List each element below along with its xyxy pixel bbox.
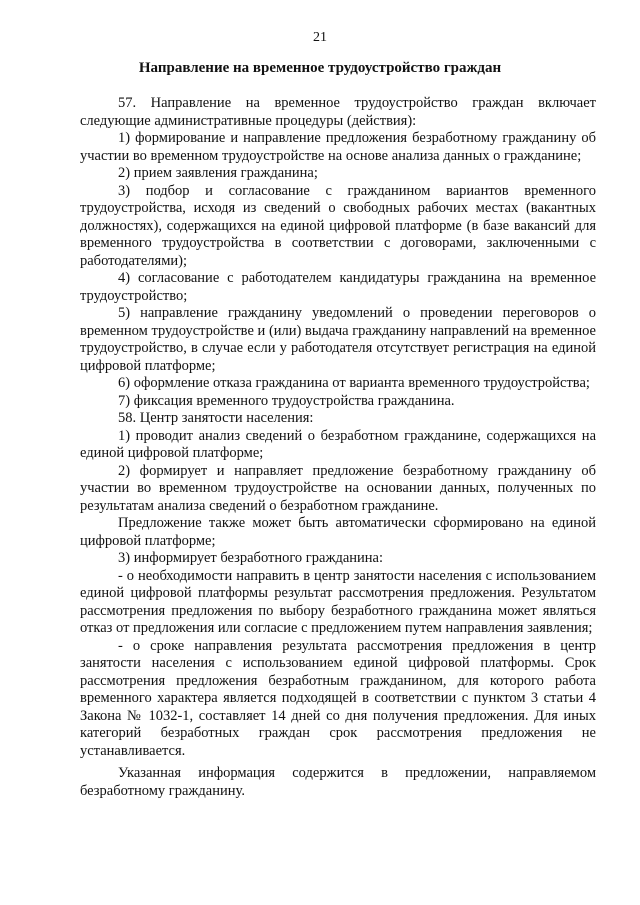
page-number: 21 — [313, 30, 327, 45]
section-title: Направление на временное трудоустройство граждан — [138, 60, 502, 76]
paragraph-58-item-1: 1) проводит анализ сведений о безработном гражданине, содержащихся на единой цифровой платформе; — [80, 427, 596, 461]
paragraph-57-item-1: 1) формирование и направление предложения безработному гражданину об участии во временном трудоустройстве на основе анализа данных о гражданине; — [80, 130, 596, 164]
paragraph-closing-note: Указанная информация содержится в предложении, направляемом безработному гражданину. — [80, 765, 596, 799]
paragraph-57: 57. Направление на временное трудоустройство граждан включает следующие административные процедуры (действия): — [80, 95, 596, 129]
paragraph-58-item-3: 3) информирует безработного гражданина: — [118, 550, 384, 566]
paragraph-57-item-2: 2) прием заявления гражданина; — [118, 165, 318, 181]
paragraph-58-item-2: 2) формирует и направляет предложение безработному гражданину об участии во временном трудоустройстве на основании данных, полученных по результатам анализа сведений о безработном гражданине. — [80, 462, 596, 514]
paragraph-57-item-6: 6) оформление отказа гражданина от варианта временного трудоустройства; — [118, 375, 590, 391]
paragraph-58-item-2-note: Предложение также может быть автоматически сформировано на единой цифровой платформе; — [80, 515, 596, 549]
paragraph-57-item-5: 5) направление гражданину уведомлений о проведении переговоров о временном трудоустройстве и (или) выдача гражданину направлений на временное трудоустройство, в случае если у работодателя отсутствует регистрация на единой цифровой платформе; — [80, 305, 596, 374]
paragraph-58: 58. Центр занятости населения: — [118, 410, 314, 426]
paragraph-57-item-3: 3) подбор и согласование с гражданином вариантов временного трудоустройства, исходя из сведений о свободных рабочих местах (вакантных должностях), содержащихся на единой цифровой платформе (в базе вакансий для временного трудоустройства в соответствии с договорами, заключенными с работодателями); — [80, 182, 596, 269]
document-body — [80, 95, 596, 800]
paragraph-58-item-3-bullet-1: - о необходимости направить в центр занятости населения с использованием единой цифровой платформы результат рассмотрения предложения. Результатом рассмотрения предложения по выбору безработного гражданина может являться отказ от предложения или согласие с предложением путем направления заявления; — [80, 567, 596, 636]
paragraph-57-item-4: 4) согласование с работодателем кандидатуры гражданина на временное трудоустройство; — [80, 270, 596, 304]
paragraph-57-item-7: 7) фиксация временного трудоустройства гражданина. — [118, 392, 455, 409]
paragraph-58-item-3-bullet-2: - о сроке направления результата рассмотрения предложения в центр занятости населения с использованием единой цифровой платформы. Срок рассмотрения предложения безработным гражданином, для которого работа временного характера является подходящей в соответствии с пунктом 3 статьи 4 Закона № 1032-1, составляет 14 дней со дня получения предложения. Для иных категорий безработных граждан срок рассмотрения предложения не устанавливается. — [80, 637, 596, 759]
